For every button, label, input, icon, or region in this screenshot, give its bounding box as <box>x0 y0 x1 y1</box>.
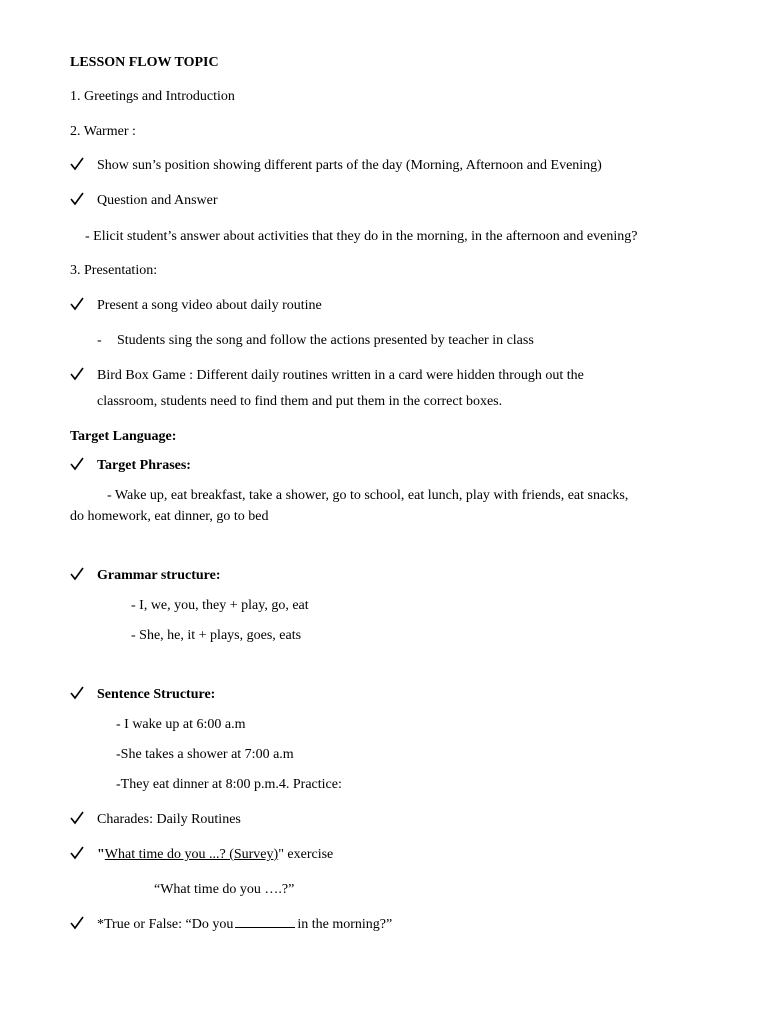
section-presentation: 3. Presentation: <box>70 263 158 278</box>
checkmark-icon <box>70 157 84 171</box>
survey-link[interactable]: What time do you ...? (Survey) <box>104 847 279 862</box>
checkmark-icon <box>70 192 84 206</box>
heading-grammar-structure: Grammar structure: <box>97 568 221 583</box>
fill-in-blank <box>235 916 295 928</box>
checkmark-icon <box>70 686 84 700</box>
survey-suffix: " exercise <box>278 847 334 862</box>
presentation-item-bird-box: Bird Box Game : Different daily routines written in a card were hidden through out the <box>97 368 584 383</box>
checkmark-icon <box>70 367 84 381</box>
sentence-item-2: -She takes a shower at 7:00 a.m <box>116 747 294 762</box>
checkmark-icon <box>70 916 84 930</box>
doc-title: LESSON FLOW TOPIC <box>70 55 219 70</box>
practice-item-charades: Charades: Daily Routines <box>97 812 241 827</box>
presentation-item-song: Present a song video about daily routine <box>97 298 322 313</box>
heading-sentence-structure: Sentence Structure: <box>97 687 216 702</box>
practice-survey-question: “What time do you ….?” <box>154 882 295 897</box>
checkmark-icon <box>70 811 84 825</box>
heading-target-language: Target Language: <box>70 429 177 444</box>
presentation-item-bird-box-cont: classroom, students need to find them and put them in the correct boxes. <box>97 394 503 409</box>
checkmark-icon <box>70 567 84 581</box>
phrases-line-1: - Wake up, eat breakfast, take a shower, go to school, eat lunch, play with friends, eat snacks, <box>107 488 629 503</box>
sentence-item-3: -They eat dinner at 8:00 p.m.4. Practice: <box>116 777 342 792</box>
section-greetings: 1. Greetings and Introduction <box>70 89 235 104</box>
true-false-prefix: *True or False: “Do you <box>97 917 234 932</box>
presentation-subitem: Students sing the song and follow the actions presented by teacher in class <box>117 333 534 348</box>
warmer-item-sun: Show sun’s position showing different parts of the day (Morning, Afternoon and Evening) <box>97 158 602 173</box>
warmer-item-qa: Question and Answer <box>97 193 218 208</box>
phrases-line-2: do homework, eat dinner, go to bed <box>70 509 269 524</box>
presentation-sub-dash: - <box>97 333 102 348</box>
grammar-item-1: - I, we, you, they + play, go, eat <box>131 598 309 613</box>
warmer-subitem: - Elicit student’s answer about activities that they do in the morning, in the afternoon and evening? <box>85 229 638 244</box>
heading-target-phrases: Target Phrases: <box>97 458 191 473</box>
sentence-item-1: - I wake up at 6:00 a.m <box>116 717 246 732</box>
section-warmer: 2. Warmer : <box>70 124 136 139</box>
true-false-suffix: in the morning?” <box>297 917 393 932</box>
practice-item-true-false <box>97 916 392 933</box>
checkmark-icon <box>70 457 84 471</box>
checkmark-icon <box>70 846 84 860</box>
practice-item-survey <box>97 846 333 863</box>
grammar-item-2: - She, he, it + plays, goes, eats <box>131 628 302 643</box>
open-quote: " <box>97 847 105 862</box>
checkmark-icon <box>70 297 84 311</box>
